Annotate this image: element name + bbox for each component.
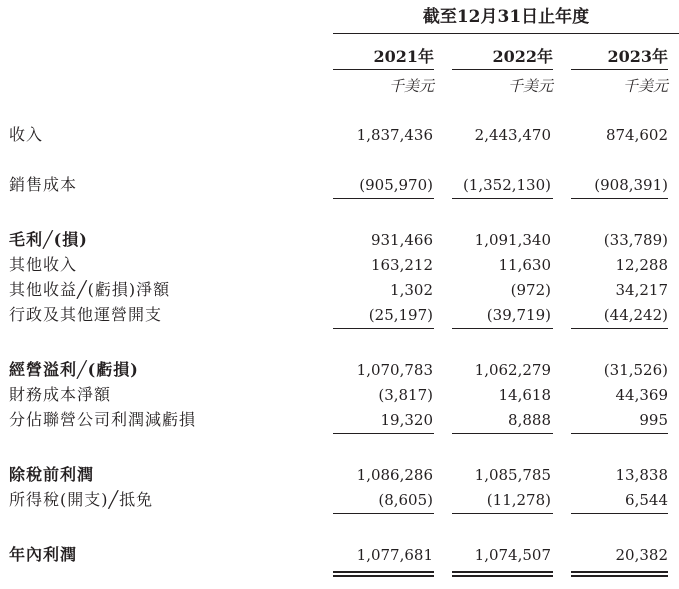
cell-operating-profit-2021: 1,070,783: [356, 361, 433, 379]
subtotal-rule: [571, 198, 668, 199]
period-header-rule: [333, 33, 679, 34]
subtotal-rule: [333, 198, 434, 199]
subtotal-rule: [452, 433, 553, 434]
row-label-cost-of-sales: 銷售成本: [9, 175, 78, 194]
row-label-other-gains: 其他收益╱(虧損)淨額: [9, 280, 171, 299]
total-double-rule: [452, 575, 553, 577]
subtotal-rule: [452, 328, 553, 329]
row-label-other-income: 其他收入: [9, 255, 78, 274]
total-double-rule: [571, 575, 668, 577]
total-double-rule: [333, 571, 434, 573]
cell-revenue-2022: 2,443,470: [474, 126, 551, 144]
unit-label-2022: 千美元: [507, 77, 553, 95]
subtotal-rule: [571, 328, 668, 329]
cell-finance-costs-2022: 14,618: [498, 386, 551, 404]
row-label-admin-expenses: 行政及其他運營開支: [9, 305, 163, 324]
year-header-2022: 2022年: [492, 47, 553, 66]
period-header: 截至12月31日止年度: [422, 7, 590, 27]
year-rule-2023: [571, 69, 668, 70]
cell-income-tax-2021: (8,605): [378, 491, 433, 509]
subtotal-rule: [333, 433, 434, 434]
cell-revenue-2023: 874,602: [605, 126, 668, 144]
cell-admin-expenses-2021: (25,197): [368, 306, 433, 324]
cell-share-of-associates-2021: 19,320: [380, 411, 433, 429]
year-rule-2021: [333, 69, 434, 70]
row-label-gross-profit: 毛利╱(損): [9, 230, 88, 249]
cell-profit-before-tax-2022: 1,085,785: [474, 466, 551, 484]
cell-profit-before-tax-2023: 13,838: [615, 466, 668, 484]
unit-label-2023: 千美元: [622, 77, 668, 95]
cell-admin-expenses-2022: (39,719): [486, 306, 551, 324]
year-header-2023: 2023年: [607, 47, 668, 66]
total-double-rule: [452, 571, 553, 573]
row-label-income-tax: 所得稅(開支)╱抵免: [9, 490, 154, 509]
cell-other-gains-2022: (972): [510, 281, 551, 299]
row-label-finance-costs: 財務成本淨額: [9, 385, 112, 404]
subtotal-rule: [452, 513, 553, 514]
unit-label-2021: 千美元: [388, 77, 434, 95]
cell-finance-costs-2021: (3,817): [378, 386, 433, 404]
subtotal-rule: [333, 328, 434, 329]
cell-income-tax-2022: (11,278): [486, 491, 551, 509]
cell-other-gains-2021: 1,302: [390, 281, 433, 299]
cell-share-of-associates-2023: 995: [639, 411, 668, 429]
row-label-operating-profit: 經營溢利╱(虧損): [9, 360, 139, 379]
cell-profit-for-year-2022: 1,074,507: [474, 546, 551, 564]
row-label-revenue: 收入: [9, 125, 44, 144]
cell-other-gains-2023: 34,217: [615, 281, 668, 299]
cell-share-of-associates-2022: 8,888: [508, 411, 551, 429]
subtotal-rule: [452, 198, 553, 199]
year-rule-2022: [452, 69, 553, 70]
cell-operating-profit-2022: 1,062,279: [474, 361, 551, 379]
cell-other-income-2023: 12,288: [615, 256, 668, 274]
cell-profit-for-year-2023: 20,382: [615, 546, 668, 564]
cell-admin-expenses-2023: (44,242): [603, 306, 668, 324]
row-label-share-of-associates: 分佔聯營公司利潤減虧損: [9, 410, 197, 429]
cell-gross-profit-2023: (33,789): [603, 231, 668, 249]
cell-cost-of-sales-2023: (908,391): [594, 176, 668, 194]
cell-other-income-2021: 163,212: [370, 256, 433, 274]
subtotal-rule: [333, 513, 434, 514]
cell-other-income-2022: 11,630: [498, 256, 551, 274]
row-label-profit-for-year: 年內利潤: [9, 545, 78, 564]
cell-operating-profit-2023: (31,526): [603, 361, 668, 379]
cell-income-tax-2023: 6,544: [625, 491, 668, 509]
total-double-rule: [333, 575, 434, 577]
cell-profit-before-tax-2021: 1,086,286: [356, 466, 433, 484]
cell-revenue-2021: 1,837,436: [356, 126, 433, 144]
cell-cost-of-sales-2021: (905,970): [359, 176, 433, 194]
row-label-profit-before-tax: 除稅前利潤: [9, 465, 95, 484]
cell-gross-profit-2021: 931,466: [370, 231, 433, 249]
subtotal-rule: [571, 433, 668, 434]
cell-profit-for-year-2021: 1,077,681: [356, 546, 433, 564]
cell-finance-costs-2023: 44,369: [615, 386, 668, 404]
cell-gross-profit-2022: 1,091,340: [474, 231, 551, 249]
total-double-rule: [571, 571, 668, 573]
subtotal-rule: [571, 513, 668, 514]
year-header-2021: 2021年: [373, 47, 434, 66]
cell-cost-of-sales-2022: (1,352,130): [462, 176, 551, 194]
